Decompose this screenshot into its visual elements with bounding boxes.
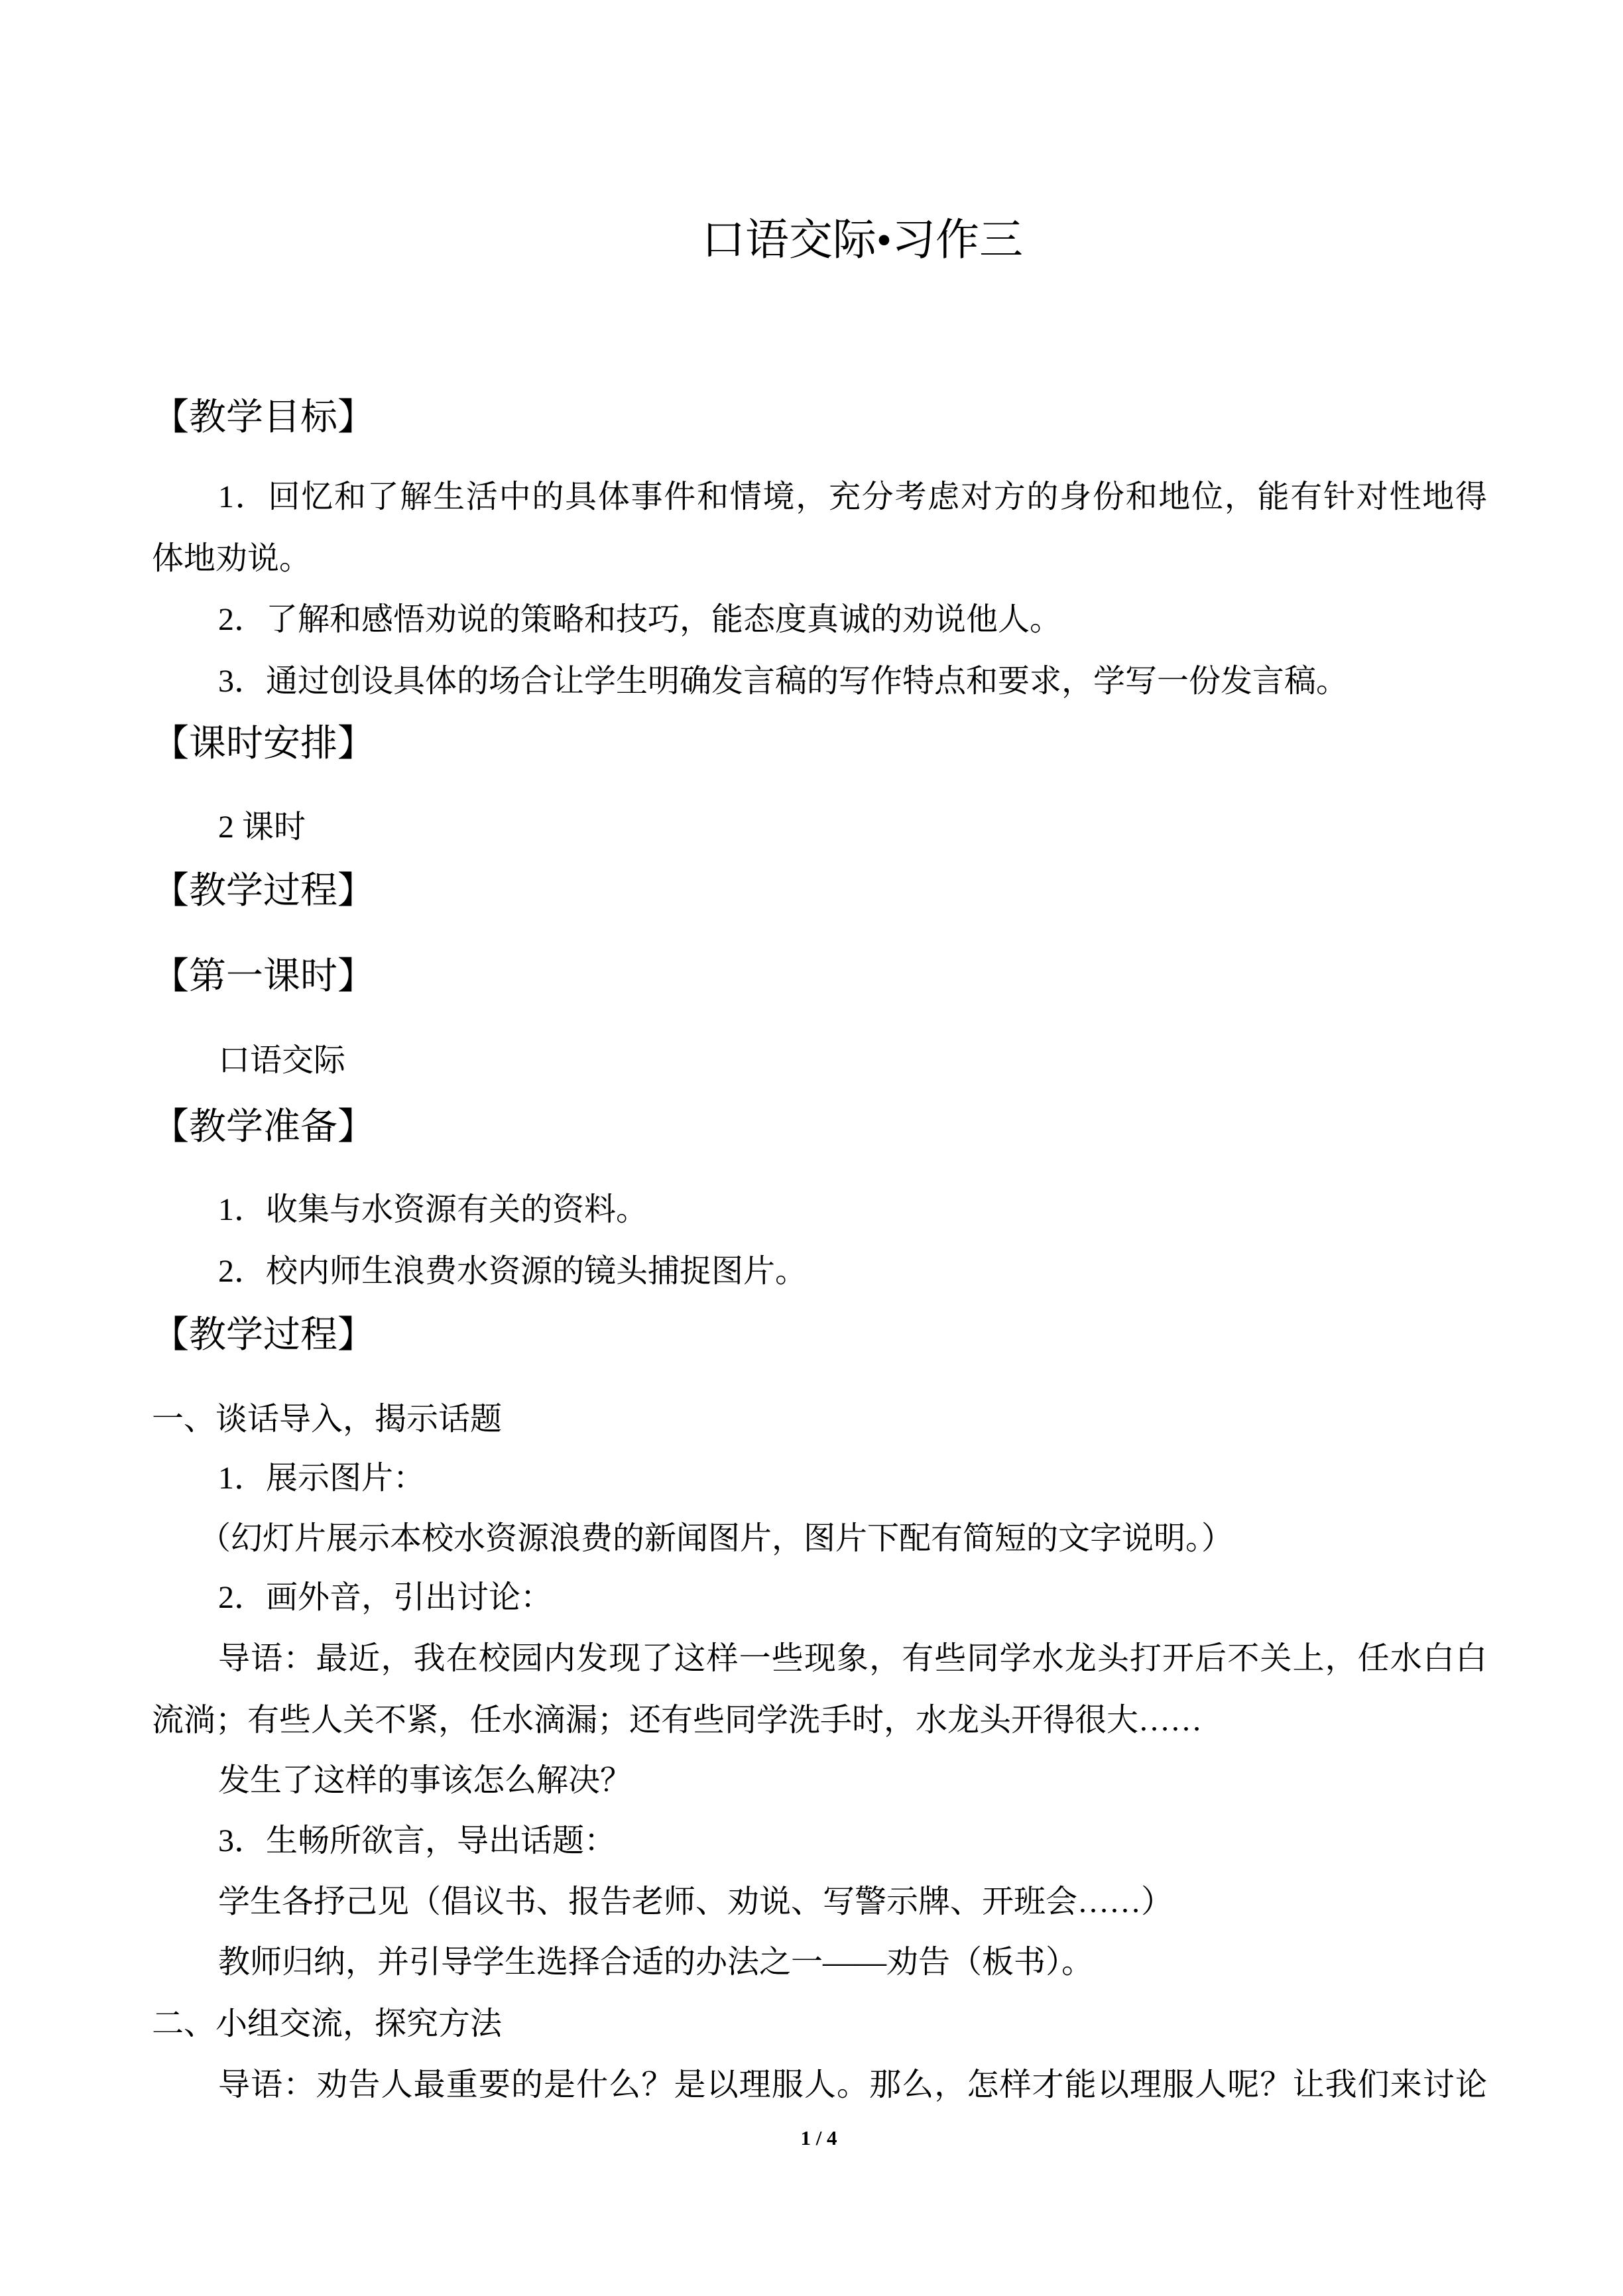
- step-1-paragraph: 学生各抒己见（倡议书、报告老师、劝说、写警示牌、开班会……）: [218, 1884, 1173, 1919]
- goal-item-1-line-1: 1．回忆和了解生活中的具体事件和情境，充分考虑对方的身份和地位，能有针对性地得: [218, 479, 1487, 514]
- step-1-paragraph-line-1: 导语：最近，我在校园内发现了这样一些现象，有些同学水龙头打开后不关上，任水白白: [218, 1641, 1487, 1676]
- section-heading-process: 【教学过程】: [152, 871, 375, 912]
- step-1-paragraph-line-2: 流淌；有些人关不紧，任水滴漏；还有些同学洗手时，水龙头开得很大……: [152, 1703, 1203, 1738]
- lesson-one-subtitle: 口语交际: [218, 1043, 346, 1078]
- step-1-paragraph: 2．画外音，引出讨论：: [218, 1580, 553, 1615]
- schedule-text: 2 课时: [218, 810, 306, 845]
- section-heading-lesson-one: 【第一课时】: [152, 956, 375, 997]
- goal-item-1-line-2: 体地劝说。: [152, 541, 312, 576]
- section-heading-preparation: 【教学准备】: [152, 1107, 375, 1148]
- step-2-paragraph: 导语：劝告人最重要的是什么？是以理服人。那么，怎样才能以理服人呢？让我们来讨论: [218, 2067, 1487, 2102]
- goal-item-2: 2．了解和感悟劝说的策略和技巧，能态度真诚的劝说他人。: [218, 602, 1062, 637]
- step-1-paragraph: 1．展示图片：: [218, 1461, 426, 1496]
- preparation-item-1: 1．收集与水资源有关的资料。: [218, 1192, 648, 1227]
- step-1-paragraph: 3．生畅所欲言，导出话题：: [218, 1823, 617, 1858]
- section-heading-schedule: 【课时安排】: [152, 723, 375, 764]
- step-1-paragraph: 发生了这样的事该怎么解决？: [218, 1763, 632, 1798]
- page-number: 1 / 4: [800, 2126, 837, 2149]
- step-1-paragraph: 教师归纳，并引导学生选择合适的办法之一——劝告（板书）。: [218, 1945, 1094, 1980]
- document-title: 口语交际•习作三: [701, 216, 1024, 265]
- step-1-paragraph: （幻灯片展示本校水资源浪费的新闻图片，图片下配有简短的文字说明。）: [199, 1521, 1234, 1556]
- step-2-title: 二、小组交流，探究方法: [152, 2006, 503, 2041]
- preparation-item-2: 2．校内师生浪费水资源的镜头捕捉图片。: [218, 1254, 808, 1289]
- section-heading-teaching-goals: 【教学目标】: [152, 397, 375, 438]
- goal-item-3: 3．通过创设具体的场合让学生明确发言稿的写作特点和要求，学写一份发言稿。: [218, 664, 1349, 699]
- step-1-title: 一、谈话导入，揭示话题: [152, 1402, 503, 1437]
- section-heading-lesson-process: 【教学过程】: [152, 1315, 375, 1356]
